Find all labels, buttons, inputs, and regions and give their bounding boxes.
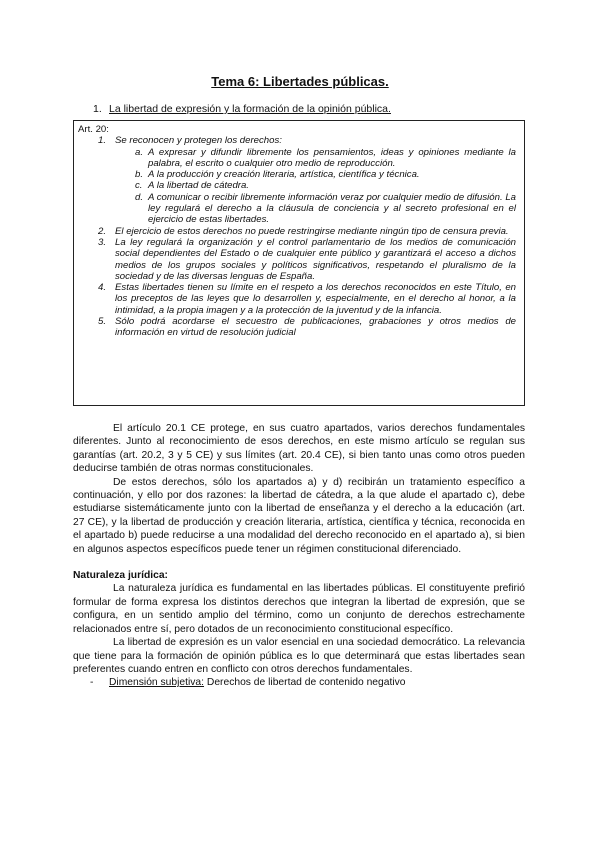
item-number: 2. (98, 225, 107, 237)
article-item (78, 135, 516, 225)
paragraph: La libertad de expresión es un valor esencial en una sociedad democrático. La relevancia que tiene para la formación de opinión pública es lo que determinará que estas libertades sean preferentes cuando entren en conflicto con otros derechos fundamentales. (73, 637, 525, 675)
item-number: 1. (98, 135, 107, 147)
article-item (78, 237, 516, 282)
item-text: Estas libertades tienen su límite en el respeto a los derechos reconocidos en este Título, en los preceptos de las leyes que lo desarrollen y, especialmente, en el derecho al honor, a la intimidad, a la propia imagen y a la protección de la juventud y de la infancia. (115, 282, 516, 316)
section-heading (93, 103, 391, 115)
item-text: La ley regulará la organización y el control parlamentario de los medios de comunicación social dependientes del Estado o de cualquier ente público y garantizará el acceso a dichos medios de los grupos sociales y políticos significativos, respetando el pluralismo de la sociedad y de las diversas lenguas de España. (115, 236, 516, 282)
article-list (78, 135, 516, 338)
bullet-item (73, 676, 525, 689)
sub-item-letter: a. (135, 146, 144, 158)
bullet-text: Derechos de libertad de contenido negativo (204, 677, 406, 689)
item-text: Se reconocen y protegen los derechos: (115, 135, 282, 147)
article-item (78, 282, 516, 316)
document-body (73, 422, 525, 690)
sub-item-text: A la libertad de cátedra. (148, 180, 249, 192)
page-title: Tema 6: Libertades públicas. (211, 74, 389, 89)
sub-item (115, 147, 516, 170)
sub-item-letter: b. (135, 169, 144, 181)
sub-item (115, 169, 516, 180)
section-number: 1. (93, 103, 102, 115)
item-number: 5. (98, 316, 107, 328)
sub-item-text: A la producción y creación literaria, artística, científica y técnica. (148, 169, 420, 181)
sub-list (115, 147, 516, 226)
sub-item-text: A expresar y difundir libremente los pensamientos, ideas y opiniones mediante la palabra, el escrito o cualquier otro medio de reproducción. (148, 146, 516, 169)
sub-item-letter: d. (135, 191, 144, 203)
subheading: Naturaleza jurídica: (73, 570, 168, 582)
bullet-label: Dimensión subjetiva: (109, 677, 205, 689)
item-number: 3. (98, 236, 107, 248)
item-number: 4. (98, 282, 107, 294)
sub-item (115, 180, 516, 191)
paragraph: La naturaleza jurídica es fundamental en las libertades públicas. El constituyente prefirió formular de forma expresa los distintos derechos que integran la libertad de expresión, que se configura, en un sentido amplio del término, como un conjunto de derechos estrechamente relacionados entre sí, pero dotados de un reconocimiento constitucional específico. (73, 583, 525, 635)
sub-item-letter: c. (135, 180, 143, 192)
sub-item (115, 192, 516, 226)
sub-item-text: A comunicar o recibir libremente información veraz por cualquier medio de difusión. La ley regulará el derecho a la cláusula de conciencia y al secreto profesional en el ejercicio de estas libertades. (148, 191, 516, 226)
paragraph: El artículo 20.1 CE protege, en sus cuatro apartados, varios derechos fundamentales diferentes. Junto al reconocimiento de esos derechos, en este mismo artículo se regulan sus garantías (art. 20.2, 3 y 5 CE) y sus límites (art. 20.4 CE), si bien tanto unas como otros pueden deducirse también de otras normas constitucionales. (73, 423, 525, 475)
article-item (78, 226, 516, 237)
article-label: Art. 20: (78, 124, 109, 135)
item-text: Sólo podrá acordarse el secuestro de publicaciones, grabaciones y otros medios de información en virtud de resolución judicial (115, 316, 516, 339)
item-text: El ejercicio de estos derechos no puede restringirse mediante ningún tipo de censura previa. (115, 225, 509, 237)
bullet-dash: - (90, 677, 94, 689)
article-box (73, 120, 525, 406)
article-item (78, 316, 516, 339)
section-title: La libertad de expresión y la formación de la opinión pública. (109, 103, 391, 115)
paragraph: De estos derechos, sólo los apartados a) y d) recibirán un tratamiento específico a continuación, y ello por dos razones: la libertad de cátedra, a la que alude el apartado c), debe estudiarse sistemáticamente junto con la libertad de enseñanza y el derecho a la educación (art. 27 CE), y la libertad de producción y creación literaria, artística, científica y técnica, reconocida en el apartado b) puede reducirse a una modalidad del derecho reconocido en el apartado a), si bien en algunos aspectos específicos puede tener un régimen constitucional diferenciado. (73, 476, 525, 555)
